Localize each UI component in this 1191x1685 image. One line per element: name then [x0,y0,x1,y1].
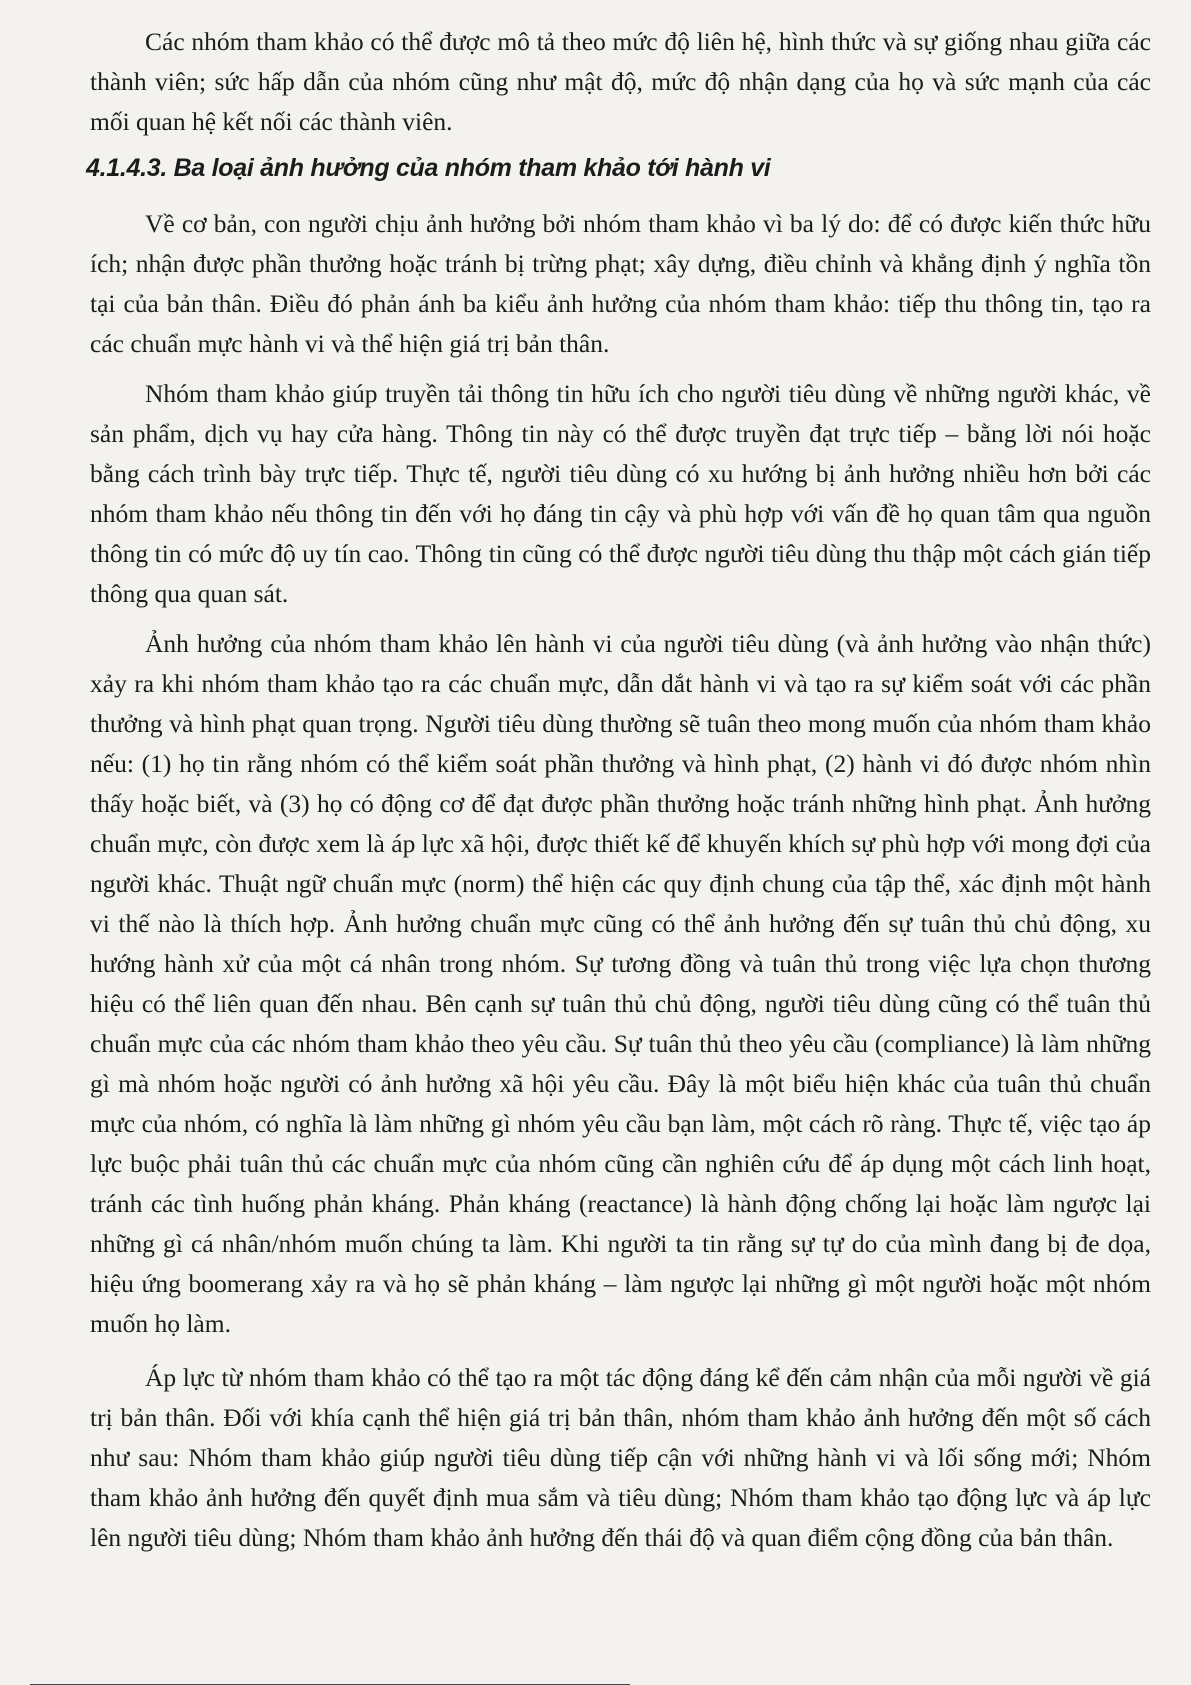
body-paragraph-1: Về cơ bản, con người chịu ảnh hưởng bởi nhóm tham khảo vì ba lý do: để có được kiến thức hữu ích; nhận được phần thưởng hoặc tránh bị trừng phạt; xây dựng, điều chỉnh và khẳng định ý nghĩa tồn tại của bản thân. Điều đó phản ánh ba kiểu ảnh hưởng của nhóm tham khảo: tiếp thu thông tin, tạo ra các chuẩn mực hành vi và thể hiện giá trị bản thân. [90,209,1151,358]
body-paragraph-4: Áp lực từ nhóm tham khảo có thể tạo ra một tác động đáng kể đến cảm nhận của mỗi người về giá trị bản thân. Đối với khía cạnh thể hiện giá trị bản thân, nhóm tham khảo ảnh hưởng đến một số cách như sau: Nhóm tham khảo giúp người tiêu dùng tiếp cận với những hành vi và lối sống mới; Nhóm tham khảo ảnh hưởng đến quyết định mua sắm và tiêu dùng; Nhóm tham khảo tạo động lực và áp lực lên người tiêu dùng; Nhóm tham khảo ảnh hưởng đến thái độ và quan điểm cộng đồng của bản thân. [90,1363,1151,1552]
intro-paragraph: Các nhóm tham khảo có thể được mô tả theo mức độ liên hệ, hình thức và sự giống nhau giữa các thành viên; sức hấp dẫn của nhóm cũng như mật độ, mức độ nhận dạng của họ và sức mạnh của các mối quan hệ kết nối các thành viên. [90,27,1151,136]
body-paragraph-2: Nhóm tham khảo giúp truyền tải thông tin hữu ích cho người tiêu dùng về những người khác, về sản phẩm, dịch vụ hay cửa hàng. Thông tin này có thể được truyền đạt trực tiếp – bằng lời nói hoặc bằng cách trình bày trực tiếp. Thực tế, người tiêu dùng có xu hướng bị ảnh hưởng nhiều hơn bởi các nhóm tham khảo nếu thông tin đến với họ đáng tin cậy và phù hợp với vấn đề họ quan tâm qua nguồn thông tin có mức độ uy tín cao. Thông tin cũng có thể được người tiêu dùng thu thập một cách gián tiếp thông qua quan sát. [90,379,1151,608]
body-paragraph-3: Ảnh hưởng của nhóm tham khảo lên hành vi của người tiêu dùng (và ảnh hưởng vào nhận thức) xảy ra khi nhóm tham khảo tạo ra các chuẩn mực, dẫn dắt hành vi và tạo ra sự kiểm soát với các phần thưởng và hình phạt quan trọng. Người tiêu dùng thường sẽ tuân theo mong muốn của nhóm tham khảo nếu: (1) họ tin rằng nhóm có thể kiểm soát phần thưởng và hình phạt, (2) hành vi đó được nhóm nhìn thấy hoặc biết, và (3) họ có động cơ để đạt được phần thưởng hoặc tránh những hình phạt. Ảnh hưởng chuẩn mực, còn được xem là áp lực xã hội, được thiết kế để khuyến khích sự phù hợp với mong đợi của người khác. Thuật ngữ chuẩn mực (norm) thể hiện các quy định chung của tập thể, xác định một hành vi thế nào là thích hợp. Ảnh hưởng chuẩn mực cũng có thể ảnh hưởng đến sự tuân thủ chủ động, xu hướng hành xử của một cá nhân trong nhóm. Sự tương đồng và tuân thủ trong việc lựa chọn thương hiệu có thể liên quan đến nhau. Bên cạnh sự tuân thủ chủ động, người tiêu dùng cũng có thể tuân thủ chuẩn mực của các nhóm tham khảo theo yêu cầu. Sự tuân thủ theo yêu cầu (compliance) là làm những gì mà nhóm hoặc người có ảnh hưởng xã hội yêu cầu. Đây là một biểu hiện khác của tuân thủ chuẩn mực của nhóm, có nghĩa là làm những gì nhóm yêu cầu bạn làm, một cách rõ ràng. Thực tế, việc tạo áp lực buộc phải tuân thủ các chuẩn mực của nhóm cũng cần nghiên cứu để áp dụng một cách linh hoạt, tránh các tình huống phản kháng. Phản kháng (reactance) là hành động chống lại hoặc làm ngược lại những gì cá nhân/nhóm muốn chúng ta làm. Khi người ta tin rằng sự tự do của mình đang bị đe dọa, hiệu ứng boomerang xảy ra và họ sẽ phản kháng – làm ngược lại những gì một người hoặc một nhóm muốn họ làm. [90,629,1151,1338]
section-heading: 4.1.4.3. Ba loại ảnh hưởng của nhóm tham khảo tới hành vi [86,154,771,182]
